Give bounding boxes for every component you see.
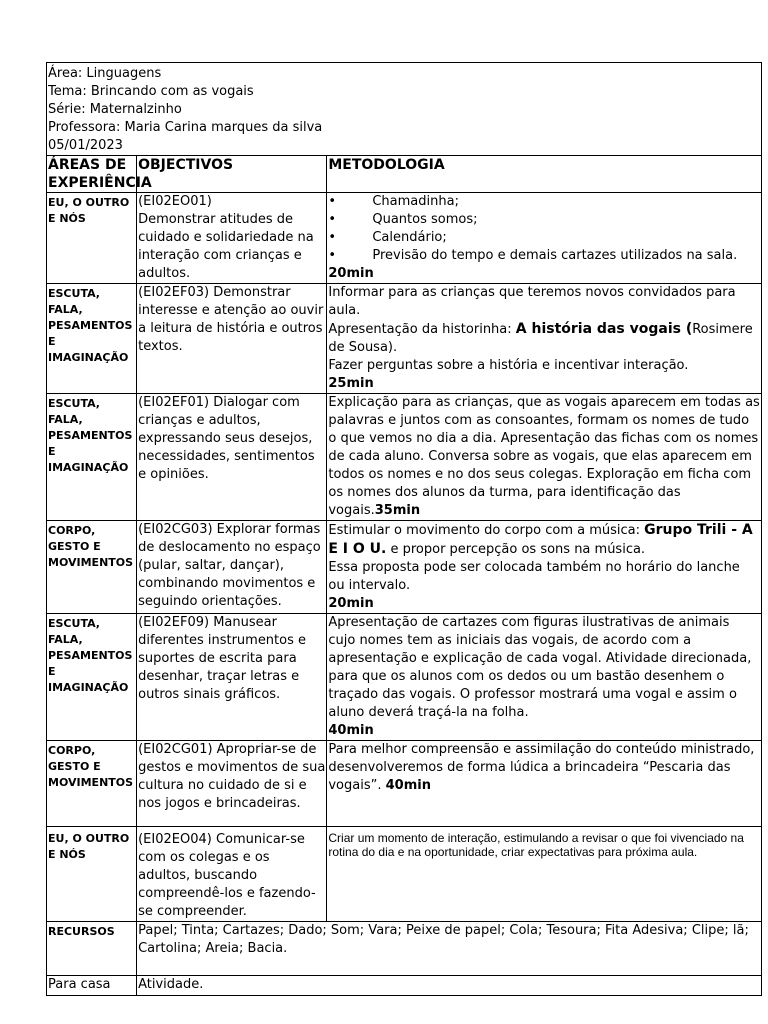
header-row bbox=[47, 63, 762, 156]
header-serie: Série: Maternalzinho bbox=[48, 102, 182, 117]
table-row bbox=[47, 521, 762, 614]
row-methodology: Informar para as crianças que teremos novos convidados para aula. Apresentação da historinha: A história das vogais (Rosimere de Sousa). Fazer perguntas sobre a história e incentivar interação. 25min bbox=[327, 284, 762, 394]
row-area: EU, O OUTRO E NÓS bbox=[47, 827, 137, 922]
row-area: CORPO, GESTO E MOVIMENTOS bbox=[47, 741, 137, 827]
row-objective: (EI02EF09) Manusear diferentes instrumentos e suportes de escrita para desenhar, traçar letras e outros sinais gráficos. bbox=[137, 614, 327, 741]
recursos-row bbox=[47, 922, 762, 976]
table-row bbox=[47, 614, 762, 741]
bullet-item: • Previsão do tempo e demais cartazes utilizados na sala. bbox=[328, 248, 738, 263]
time-label: 20min bbox=[328, 266, 374, 281]
row-area: ESCUTA, FALA, PESAMENTOS E IMAGINAÇÃO bbox=[47, 614, 137, 741]
bullet-marker: • bbox=[328, 248, 337, 263]
row-objective: (EI02EF01) Dialogar com crianças e adultos, expressando seus desejos, necessidades, sentimentos e opiniões. bbox=[137, 394, 327, 521]
para-casa-label: Para casa bbox=[47, 976, 137, 996]
objective-code: (EI02EO01) bbox=[138, 194, 212, 209]
row-objective: (EI02CG03) Explorar formas de deslocamento no espaço (pular, saltar, dançar), combinando movimentos e seguindo orientações. bbox=[137, 521, 327, 614]
row-objective: (EI02EF03) Demonstrar interesse e atenção ao ouvir a leitura de história e outros textos. bbox=[137, 284, 327, 394]
bullet-marker: • bbox=[328, 194, 337, 209]
lesson-plan-page bbox=[46, 62, 762, 996]
bullet-marker: • bbox=[328, 212, 337, 227]
table-row bbox=[47, 284, 762, 394]
time-label: 20min bbox=[328, 596, 374, 611]
bullet-item: • Calendário; bbox=[328, 230, 447, 245]
table-row bbox=[47, 193, 762, 284]
header-tema: Tema: Brincando com as vogais bbox=[48, 84, 254, 99]
bullet-item: • Chamadinha; bbox=[328, 194, 459, 209]
objective-text: Demonstrar atitudes de cuidado e solidariedade na interação com crianças e adultos. bbox=[138, 212, 314, 281]
col-areas: ÁREAS DE EXPERIÊNCIA bbox=[48, 157, 152, 191]
col-objectivos: OBJECTIVOS bbox=[137, 156, 327, 193]
row-methodology bbox=[327, 193, 762, 284]
table-row bbox=[47, 394, 762, 521]
row-methodology: Explicação para as crianças, que as vogais aparecem em todas as palavras e juntos com as consoantes, formam os nomes de tudo o que vemos no dia a dia. Apresentação das fichas com os nomes de cada aluno. Conversa sobre as vogais, que elas aparecem em todos os nomes e no dos seus colegas. Exploração em ficha com os nomes dos alunos da turma, para identificação das vogais.35min bbox=[327, 394, 762, 521]
table-row bbox=[47, 827, 762, 922]
col-metodologia: METODOLOGIA bbox=[327, 156, 762, 193]
time-label: 35min bbox=[374, 503, 421, 518]
table-row bbox=[47, 741, 762, 827]
time-label: 40min bbox=[385, 778, 431, 793]
recursos-label: RECURSOS bbox=[47, 922, 137, 976]
row-area: EU, O OUTRO E NÓS bbox=[47, 193, 137, 284]
recursos-text: Papel; Tinta; Cartazes; Dado; Som; Vara; Peixe de papel; Cola; Tesoura; Fita Adesiva; Clipe; lã; Cartolina; Areia; Bacia. bbox=[137, 922, 762, 976]
para-casa-text: Atividade. bbox=[137, 976, 762, 996]
time-label: 40min bbox=[328, 723, 374, 738]
row-methodology: Para melhor compreensão e assimilação do conteúdo ministrado, desenvolveremos de forma lúdica a brincadeira “Pescaria das vogais”. 40min bbox=[327, 741, 762, 827]
row-area: ESCUTA, FALA, PESAMENTOS E IMAGINAÇÃO bbox=[47, 394, 137, 521]
row-methodology: Criar um momento de interação, estimulando a revisar o que foi vivenciado na rotina do dia e na oportunidade, criar expectativas para próxima aula. bbox=[327, 827, 762, 922]
header-cell bbox=[47, 63, 762, 156]
row-area: CORPO, GESTO E MOVIMENTOS bbox=[47, 521, 137, 614]
row-objective bbox=[137, 193, 327, 284]
para-casa-row bbox=[47, 976, 762, 996]
row-area: ESCUTA, FALA, PESAMENTOS E IMAGINAÇÃO bbox=[47, 284, 137, 394]
column-header-row bbox=[47, 156, 762, 193]
header-area: Área: Linguagens bbox=[48, 66, 162, 81]
bullet-marker: • bbox=[328, 230, 337, 245]
time-label: 25min bbox=[328, 376, 374, 391]
header-date: 05/01/2023 bbox=[48, 138, 123, 153]
bullet-item: • Quantos somos; bbox=[328, 212, 478, 227]
row-objective: (EI02EO04) Comunicar-se com os colegas e os adultos, buscando compreendê-los e fazendo-se compreender. bbox=[137, 827, 327, 922]
lesson-plan-table bbox=[46, 62, 762, 996]
row-methodology: Estimular o movimento do corpo com a música: Grupo Trili - A E I O U. e propor percepção os sons na música. Essa proposta pode ser colocada também no horário do lanche ou intervalo. 20min bbox=[327, 521, 762, 614]
row-objective: (EI02CG01) Apropriar-se de gestos e movimentos de sua cultura no cuidado de si e nos jogos e brincadeiras. bbox=[137, 741, 327, 827]
row-methodology: Apresentação de cartazes com figuras ilustrativas de animais cujo nomes tem as iniciais das vogais, de acordo com a apresentação e explicação de cada vogal. Atividade direcionada, para que os alunos com os dedos ou um bastão desenhem o traçado das vogais. O professor mostrará uma vogal e assim o aluno deverá traçá-la na folha. 40min bbox=[327, 614, 762, 741]
header-professora: Professora: Maria Carina marques da silva bbox=[48, 120, 323, 135]
